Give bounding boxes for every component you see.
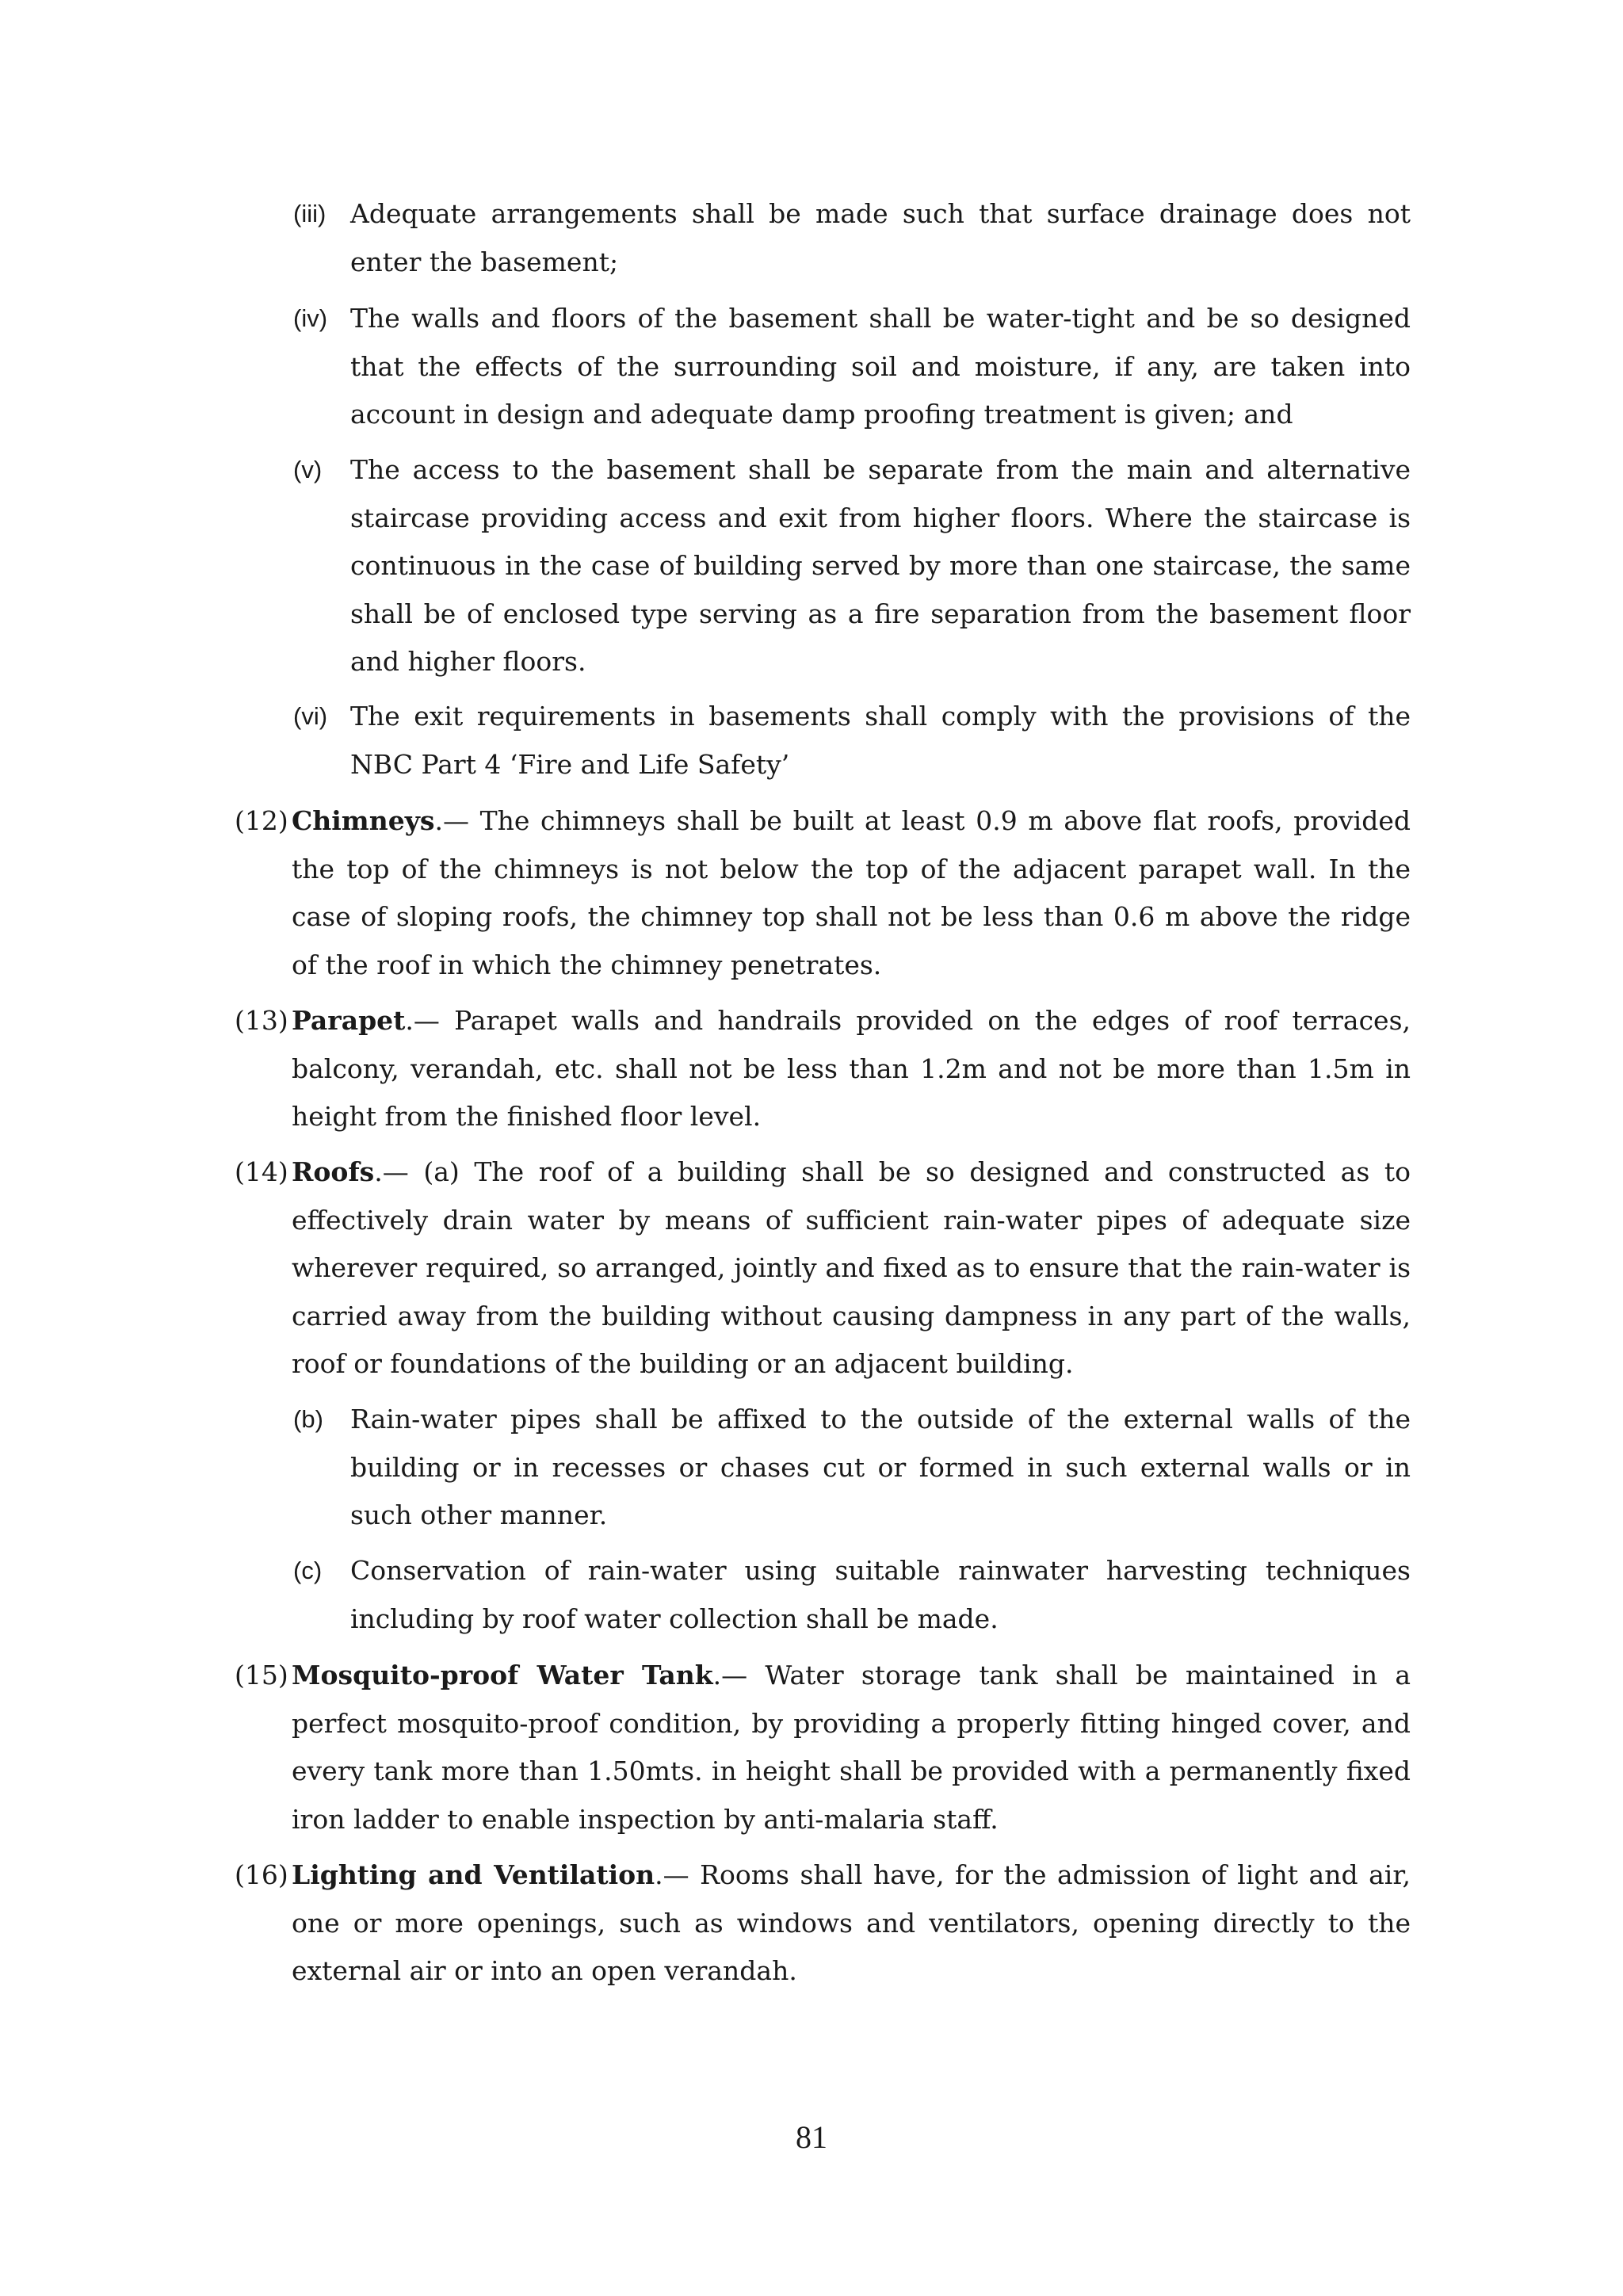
clause-text: The access to the basement shall be separate from the main and alternative staircase providing access and exit from higher floors. Where the staircase is continuous in the case of building served by more than one staircase, the same shall be of enclosed type serving as a fire separation from the basement floor and higher floors. <box>350 454 1411 677</box>
clause-heading: Parapet <box>292 1005 406 1036</box>
clause-number: (15) <box>235 1660 288 1690</box>
clause-text: Conservation of rain-water using suitable rainwater harvesting techniques including by roof water collection shall be made. <box>350 1555 1411 1634</box>
clause-number: (v) <box>293 456 323 483</box>
clause-number: (12) <box>235 805 288 836</box>
clause-number: (14) <box>235 1156 288 1187</box>
clause-number: (iv) <box>293 304 328 332</box>
clause-number: (vi) <box>293 702 328 730</box>
clause-text: .— (a) The roof of a building shall be so designed and constructed as to effectively drain water by means of sufficient rain-water pipes of adequate size wherever required, so arranged, jointly and fixed as to ensure that the rain-water is carried away from the building without causing dampness in any part of the walls, roof or foundations of the building or an adjacent building. <box>292 1156 1411 1379</box>
clause-number: (b) <box>293 1405 323 1433</box>
clause-text: The exit requirements in basements shall comply with the provisions of the NBC Part 4 ‘Fire and Life Safety’ <box>350 701 1411 780</box>
clause-text: .— The chimneys shall be built at least 0.9 m above flat roofs, provided the top of the chimneys is not below the top of the adjacent parapet wall. In the case of sloping roofs, the chimney top shall not be less than 0.6 m above the ridge of the roof in which the chimney penetrates. <box>292 805 1411 980</box>
clause-text: Adequate arrangements shall be made such that surface drainage does not enter the basement; <box>350 198 1411 277</box>
clause-heading: Roofs <box>292 1156 375 1187</box>
clause-heading: Lighting and Ventilation <box>292 1859 655 1890</box>
clause-heading: Mosquito-proof Water Tank <box>292 1660 713 1690</box>
clause-text: .— Water storage tank shall be maintained in a perfect mosquito-proof condition, by providing a properly fitting hinged cover, and every tank more than 1.50mts. in height shall be provided with a permanently fixed iron ladder to enable inspection by anti-malaria staff. <box>292 1660 1411 1835</box>
clause-text: .— Rooms shall have, for the admission of light and air, one or more openings, such as windows and ventilators, opening directly to the external air or into an open verandah. <box>292 1859 1411 1986</box>
clause-number: (13) <box>235 1005 288 1036</box>
clause-number: (c) <box>293 1557 323 1584</box>
clause-text: Rain-water pipes shall be affixed to the outside of the external walls of the building or in recesses or chases cut or formed in such external walls or in such other manner. <box>350 1404 1411 1530</box>
page-number: 81 <box>796 2119 827 2155</box>
clause-number: (16) <box>235 1859 288 1890</box>
clause-heading: Chimneys <box>292 805 435 836</box>
clause-number: (iii) <box>293 200 327 227</box>
clause-text: .— Parapet walls and handrails provided on the edges of roof terraces, balcony, verandah, etc. shall not be less than 1.2m and not be more than 1.5m in height from the finished floor level. <box>292 1005 1411 1132</box>
clause-text: The walls and floors of the basement shall be water-tight and be so designed that the effects of the surrounding soil and moisture, if any, are taken into account in design and adequate damp proofing treatment is given; and <box>350 303 1411 430</box>
